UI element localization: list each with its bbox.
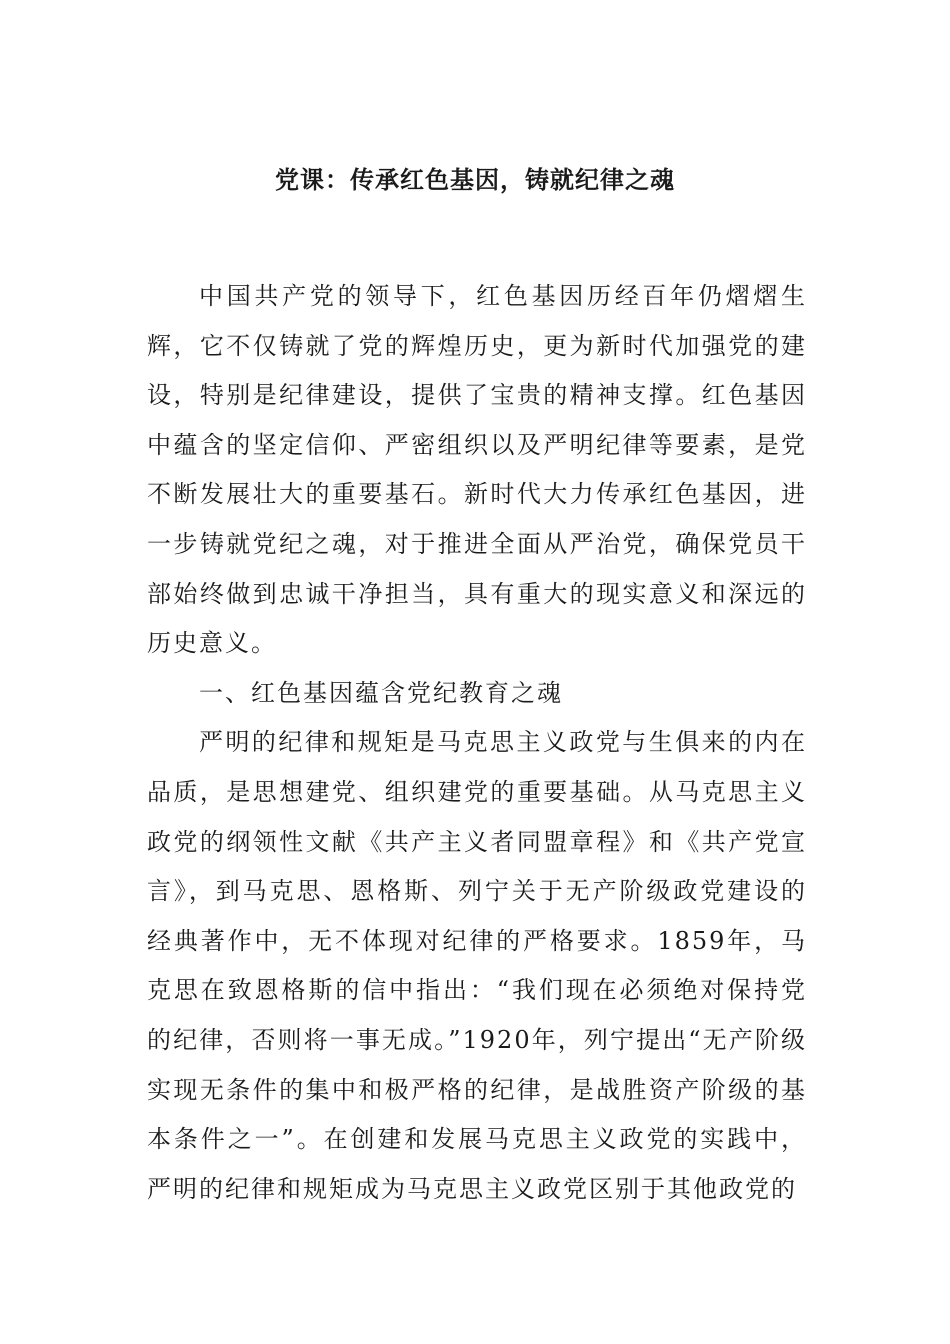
paragraph-intro: 中国共产党的领导下，红色基因历经百年仍熠熠生辉，它不仅铸就了党的辉煌历史，更为新时代加强党的建设，特别是纪律建设，提供了宝贵的精神支撑。红色基因中蕴含的坚定信仰、严密组织以及严明纪律等要素，是党不断发展壮大的重要基石。新时代大力传承红色基因，进一步铸就党纪之魂，对于推进全面从严治党，确保党员干部始终做到忠诚干净担当，具有重大的现实意义和深远的历史意义。 <box>147 282 807 658</box>
document-body <box>147 272 807 1214</box>
paragraph-section-1: 严明的纪律和规矩是马克思主义政党与生俱来的内在品质，是思想建党、组织建党的重要基础。从马克思主义政党的纲领性文献《共产主义者同盟章程》和《共产党宣言》，到马克思、恩格斯、列宁关于无产阶级政党建设的经典著作中，无不体现对纪律的严格要求。1859年，马克思在致恩格斯的信中指出：“我们现在必须绝对保持党的纪律，否则将一事无成。”1920年，列宁提出“无产阶级实现无条件的集中和极严格的纪律，是战胜资产阶级的基本条件之一”。在创建和发展马克思主义政党的实践中，严明的纪律和规矩成为马克思主义政党区别于其他政党的 <box>147 728 807 1203</box>
document-title: 党课：传承红色基因，铸就纪律之魂 <box>275 165 675 194</box>
section-heading-1: 一、红色基因蕴含党纪教育之魂 <box>199 678 563 707</box>
